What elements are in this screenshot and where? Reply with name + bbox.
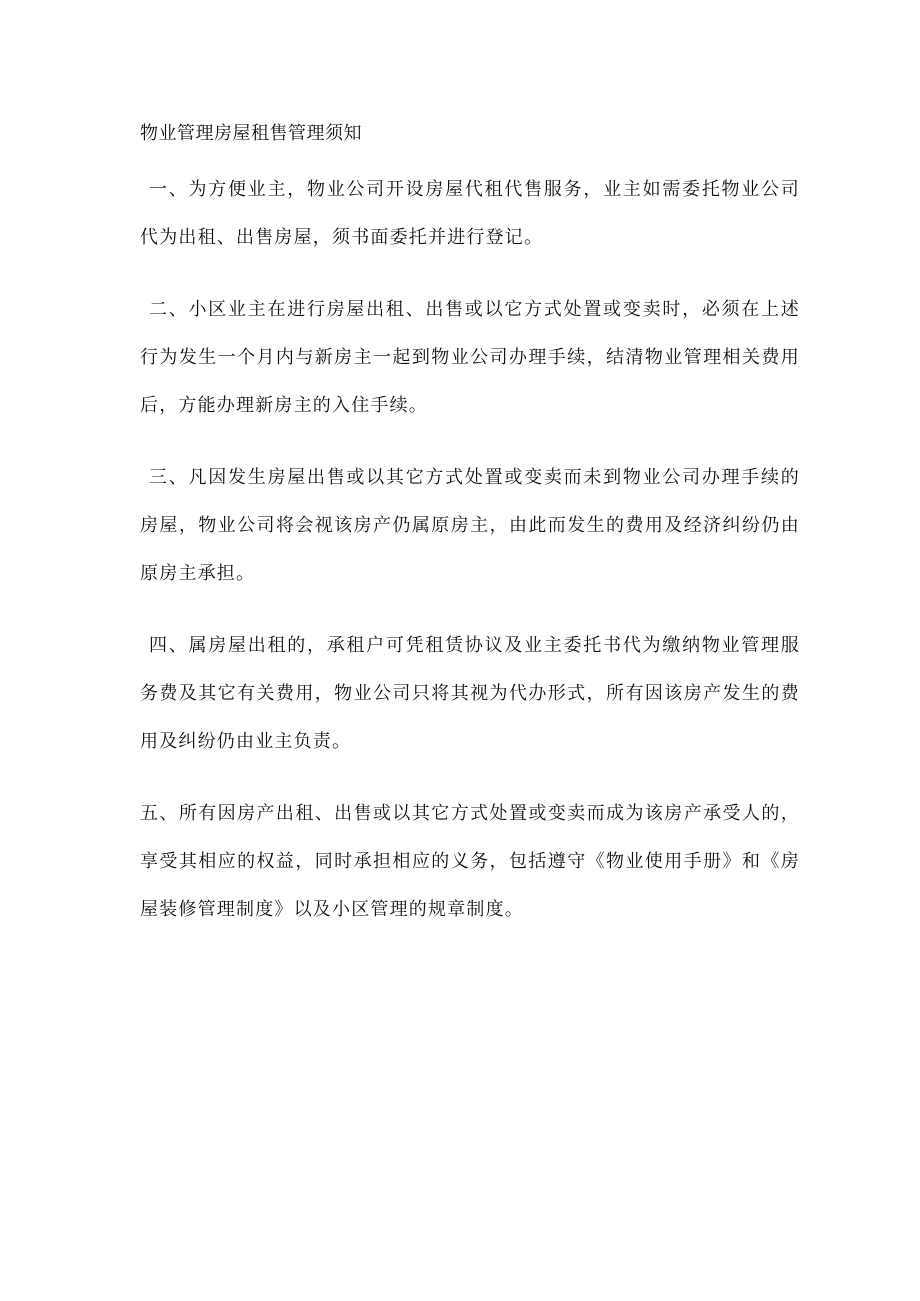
paragraph-1: 一、为方便业主，物业公司开设房屋代租代售服务，业主如需委托物业公司代为出租、出售房屋，须书面委托并进行登记。 [140,179,800,248]
paragraph-5: 五、所有因房产出租、出售或以其它方式处置或变卖而成为该房产承受人的，享受其相应的权益，同时承担相应的义务，包括遵守《物业使用手册》和《房屋装修管理制度》以及小区管理的规章制度。 [140,803,800,920]
paragraph-3: 三、凡因发生房屋出售或以其它方式处置或变卖而未到物业公司办理手续的房屋，物业公司将会视该房产仍属原房主，由此而发生的费用及经济纠纷仍由原房主承担。 [140,467,800,584]
paragraph-4: 四、属房屋出租的，承租户可凭租赁协议及业主委托书代为缴纳物业管理服务费及其它有关费用，物业公司只将其视为代办形式，所有因该房产发生的费用及纠纷仍由业主负责。 [140,635,800,752]
paragraph-2: 二、小区业主在进行房屋出租、出售或以它方式处置或变卖时，必须在上述行为发生一个月内与新房主一起到物业公司办理手续，结清物业管理相关费用后，方能办理新房主的入住手续。 [140,299,800,416]
document-title: 物业管理房屋租售管理须知 [140,123,362,144]
document-body [140,116,800,934]
